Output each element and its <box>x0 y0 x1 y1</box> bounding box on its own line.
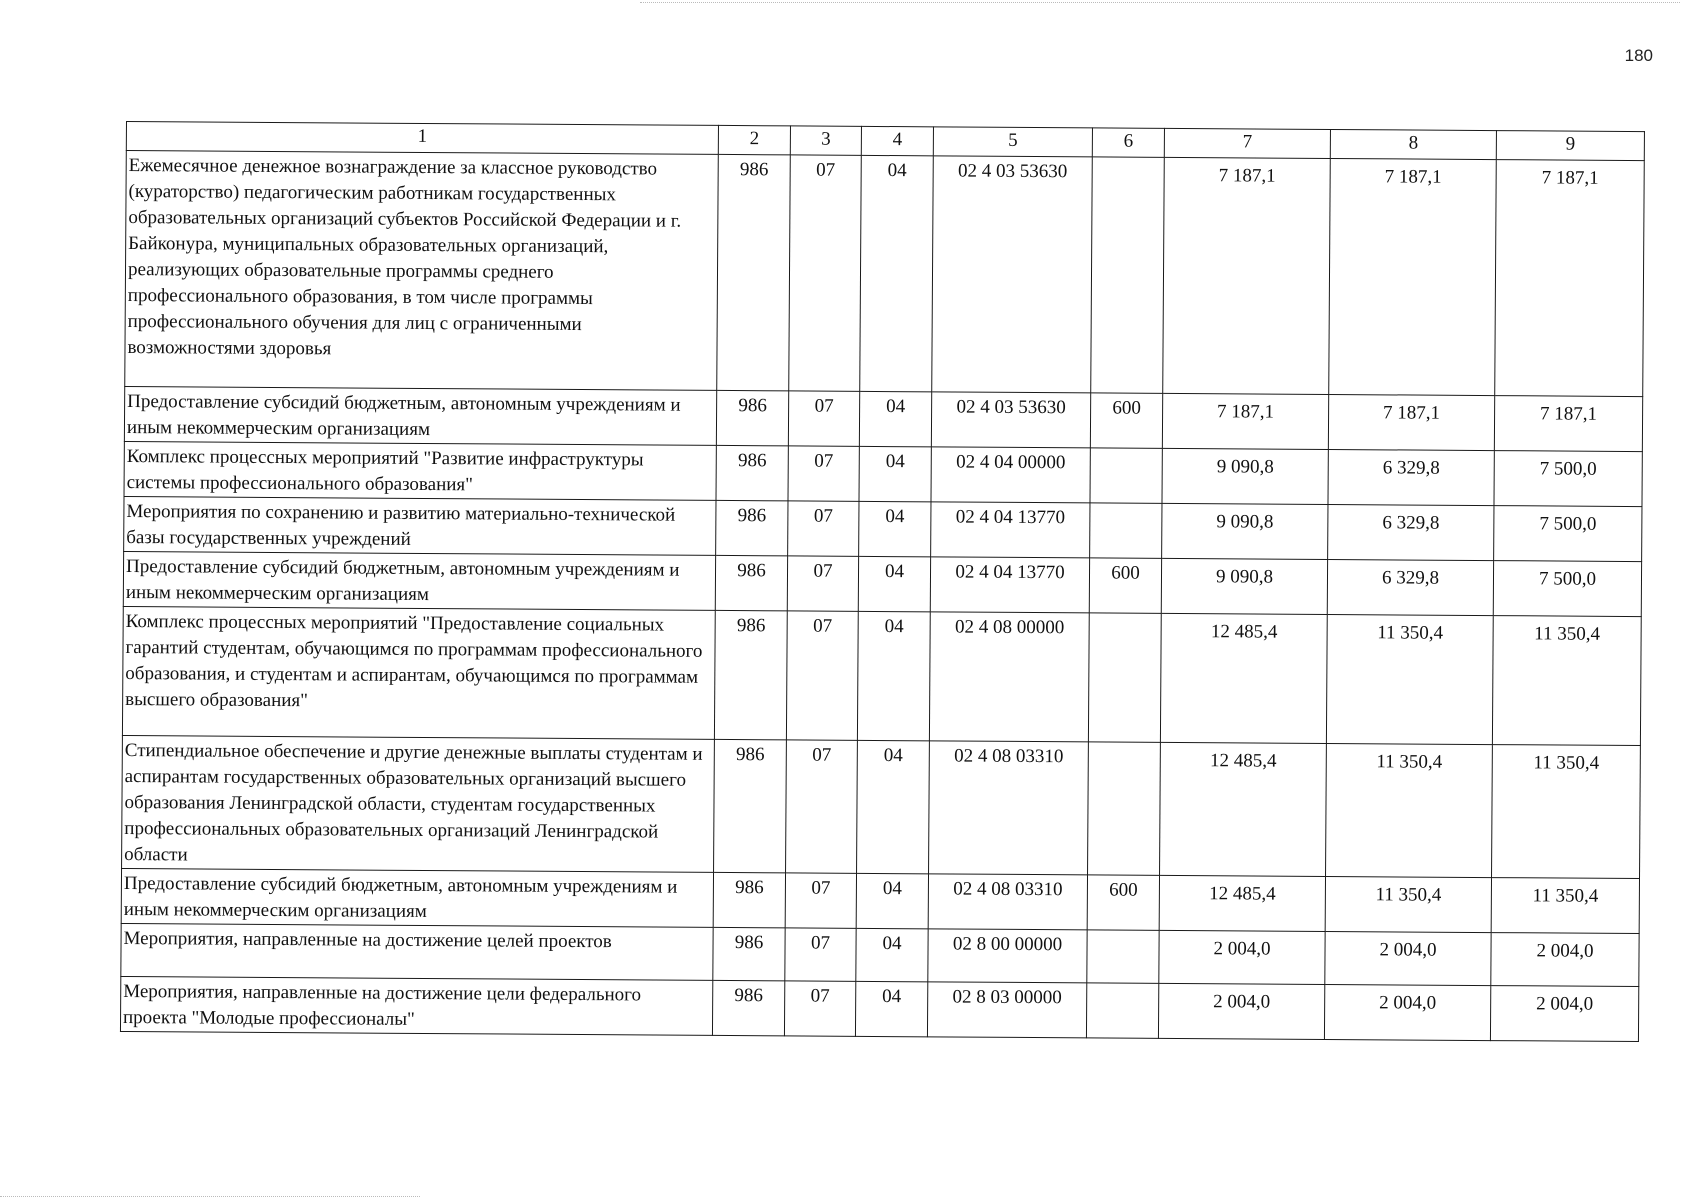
row-name: Мероприятия по сохранению и развитию материально-технической базы государственных учреждений <box>124 496 716 555</box>
header-cell: 6 <box>1092 128 1164 157</box>
row-name: Комплекс процессных мероприятий "Предоставление социальных гарантий студентам, обучающимся по программам профессионального образования, и студентам и аспирантам, обучающимся по программам высшего образования" <box>122 606 715 739</box>
header-cell: 1 <box>126 122 718 155</box>
row-name: Предоставление субсидий бюджетным, автономным учреждениям и иным некоммерческим организациям <box>123 551 715 610</box>
budget-table <box>120 121 1645 1042</box>
cell-amount-col8: 7 187,1 <box>1329 158 1497 395</box>
cell-target-article: 02 4 03 53630 <box>932 156 1093 393</box>
cell-subsection: 04 <box>859 391 931 446</box>
cell-target-article: 02 4 04 13770 <box>931 502 1090 558</box>
cell-amount-col7: 12 485,4 <box>1159 875 1325 931</box>
cell-amount-col7: 2 004,0 <box>1158 983 1324 1039</box>
cell-amount-col8: 11 350,4 <box>1326 614 1493 744</box>
cell-section: 07 <box>788 501 859 556</box>
cell-subsection: 04 <box>856 873 928 928</box>
cell-ministry: 986 <box>713 927 785 980</box>
cell-expense-type <box>1090 448 1162 503</box>
cell-expense-type: 600 <box>1090 393 1162 448</box>
cell-section: 07 <box>788 391 859 446</box>
cell-amount-col8: 6 329,8 <box>1328 449 1494 505</box>
cell-amount-col7: 2 004,0 <box>1159 930 1325 984</box>
cell-subsection: 04 <box>858 556 930 611</box>
row-name: Ежемесячное денежное вознаграждение за классное руководство (кураторство) педагогическим работникам государственных образовательных организаций субъектов Российской Федерации и г. Байконура, муниципальных образовательных организаций, реализующих образовательные программы среднего профессионального образования, в том числе программы профессионального обучения для лиц с ограниченными возможностями здоровья <box>125 151 719 391</box>
cell-amount-col9: 7 500,0 <box>1493 561 1641 617</box>
cell-amount-col9: 7 187,1 <box>1494 396 1642 452</box>
cell-target-article: 02 4 03 53630 <box>931 392 1090 448</box>
cell-amount-col8: 7 187,1 <box>1328 394 1494 450</box>
cell-expense-type <box>1090 503 1162 558</box>
row-name: Мероприятия, направленные на достижение цели федерального проекта "Молодые профессионалы" <box>120 976 712 1035</box>
cell-expense-type <box>1088 742 1161 875</box>
cell-target-article: 02 4 04 00000 <box>931 447 1090 503</box>
cell-expense-type <box>1091 157 1165 393</box>
cell-amount-col9: 7 500,0 <box>1494 451 1642 507</box>
cell-amount-col9: 2 004,0 <box>1491 933 1639 987</box>
page-number: 180 <box>1624 46 1653 65</box>
cell-amount-col9: 7 187,1 <box>1495 160 1645 397</box>
header-cell: 4 <box>861 126 933 155</box>
table-row <box>124 496 1642 561</box>
cell-target-article: 02 8 03 00000 <box>927 982 1086 1038</box>
cell-expense-type <box>1086 983 1158 1038</box>
cell-subsection: 04 <box>859 501 931 556</box>
cell-section: 07 <box>788 446 859 501</box>
cell-amount-col9: 11 350,4 <box>1491 878 1639 934</box>
cell-expense-type: 600 <box>1087 875 1159 930</box>
cell-amount-col8: 11 350,4 <box>1325 876 1491 932</box>
cell-target-article: 02 4 04 13770 <box>930 557 1089 613</box>
cell-target-article: 02 4 08 03310 <box>928 874 1087 930</box>
header-cell: 9 <box>1496 131 1644 161</box>
row-name: Комплекс процессных мероприятий "Развитие инфраструктуры системы профессионального образования" <box>124 441 716 500</box>
cell-section: 07 <box>784 981 855 1036</box>
header-cell: 7 <box>1164 128 1330 158</box>
cell-amount-col8: 2 004,0 <box>1325 931 1491 985</box>
cell-section: 07 <box>789 155 862 391</box>
cell-amount-col7: 7 187,1 <box>1163 157 1331 394</box>
cell-expense-type: 600 <box>1089 558 1161 613</box>
cell-section: 07 <box>786 740 858 873</box>
cell-section: 07 <box>787 556 858 611</box>
scan-top-edge <box>640 2 1680 3</box>
table-row <box>122 606 1641 745</box>
cell-target-article: 02 8 00 00000 <box>928 929 1087 983</box>
cell-ministry: 986 <box>716 390 788 445</box>
cell-amount-col7: 7 187,1 <box>1162 393 1328 449</box>
table-row <box>120 976 1638 1041</box>
cell-amount-col7: 9 090,8 <box>1162 503 1328 559</box>
cell-subsection: 04 <box>860 155 934 391</box>
cell-amount-col7: 9 090,8 <box>1161 558 1327 614</box>
cell-amount-col9: 11 350,4 <box>1492 616 1641 746</box>
header-cell: 8 <box>1330 129 1496 159</box>
cell-amount-col8: 6 329,8 <box>1327 559 1493 615</box>
header-cell: 2 <box>718 125 790 154</box>
cell-subsection: 04 <box>859 446 931 501</box>
cell-amount-col9: 11 350,4 <box>1492 745 1641 879</box>
cell-subsection: 04 <box>855 981 927 1036</box>
cell-amount-col9: 7 500,0 <box>1494 506 1642 562</box>
cell-expense-type <box>1088 613 1161 742</box>
cell-ministry: 986 <box>715 555 787 610</box>
cell-amount-col7: 9 090,8 <box>1162 448 1328 504</box>
cell-ministry: 986 <box>714 739 787 872</box>
cell-ministry: 986 <box>714 610 787 739</box>
scan-bottom-edge <box>0 1196 420 1197</box>
header-cell: 3 <box>790 126 861 155</box>
row-name: Стипендиальное обеспечение и другие денежные выплаты студентам и аспирантам государственных образовательных организаций высшего образования Ленинградской области, студентам государственных профессиональных образовательных организаций Ленинградской области <box>122 735 715 872</box>
cell-ministry: 986 <box>712 980 784 1035</box>
row-name: Предоставление субсидий бюджетным, автономным учреждениям и иным некоммерческим организациям <box>124 386 716 445</box>
cell-section: 07 <box>785 928 856 981</box>
cell-amount-col8: 11 350,4 <box>1326 743 1493 877</box>
table-row <box>124 441 1642 506</box>
cell-ministry: 986 <box>716 500 788 555</box>
cell-subsection: 04 <box>856 928 928 981</box>
cell-ministry: 986 <box>713 872 785 927</box>
table-row <box>125 151 1645 397</box>
row-name: Предоставление субсидий бюджетным, автономным учреждениям и иным некоммерческим организациям <box>121 868 713 927</box>
cell-amount-col8: 2 004,0 <box>1324 984 1490 1040</box>
cell-section: 07 <box>786 611 858 740</box>
cell-target-article: 02 4 08 03310 <box>929 741 1089 875</box>
table-row <box>124 386 1642 451</box>
table-row <box>123 551 1641 616</box>
table-row <box>121 868 1639 933</box>
table-row <box>122 735 1641 878</box>
cell-amount-col8: 6 329,8 <box>1328 504 1494 560</box>
row-name: Мероприятия, направленные на достижение целей проектов <box>121 923 713 980</box>
cell-section: 07 <box>785 873 856 928</box>
cell-amount-col7: 12 485,4 <box>1160 742 1327 876</box>
cell-subsection: 04 <box>857 740 930 873</box>
header-cell: 5 <box>933 127 1092 157</box>
cell-ministry: 986 <box>717 154 791 390</box>
cell-amount-col9: 2 004,0 <box>1490 986 1638 1042</box>
cell-target-article: 02 4 08 00000 <box>929 612 1089 742</box>
cell-expense-type <box>1087 930 1159 983</box>
cell-subsection: 04 <box>857 611 930 740</box>
cell-amount-col7: 12 485,4 <box>1160 613 1327 743</box>
cell-ministry: 986 <box>716 445 788 500</box>
